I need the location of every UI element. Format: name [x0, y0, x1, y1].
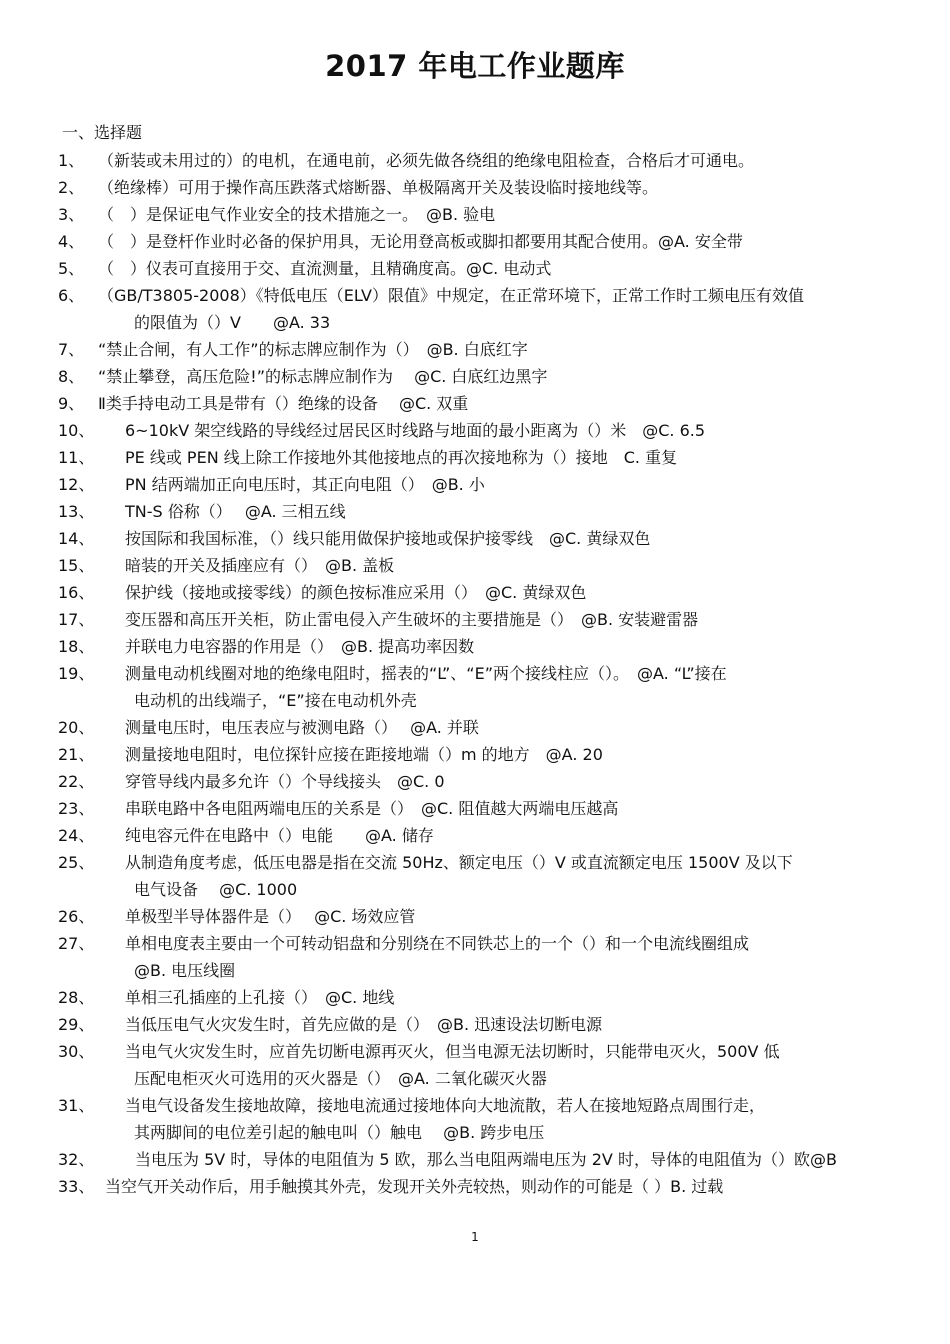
question-item [58, 390, 950, 417]
question-continuation: 的限值为（）V @A. 33 [134, 313, 331, 332]
question-item [58, 228, 950, 255]
question-text: 单极型半导体器件是（） @C. 场效应管 [125, 907, 416, 926]
question-text: 当低压电气火灾发生时，首先应做的是（） @B. 迅速设法切断电源 [125, 1015, 603, 1034]
question-item [58, 255, 950, 282]
question-text: PE 线或 PEN 线上除工作接地外其他接地点的再次接地称为（）接地 C. 重复 [125, 448, 678, 467]
question-text: Ⅱ类手持电动工具是带有（）绝缘的设备 @C. 双重 [98, 394, 469, 413]
question-item [58, 1173, 950, 1200]
question-number: 5、 [58, 259, 85, 278]
question-number: 28、 [58, 988, 95, 1007]
question-text: （ ）仪表可直接用于交、直流测量，且精确度高。@C. 电动式 [98, 259, 552, 278]
question-continuation: 压配电柜灭火可选用的灭火器是（） @A. 二氧化碳灭火器 [134, 1069, 547, 1088]
question-number: 20、 [58, 718, 95, 737]
question-number: 3、 [58, 205, 85, 224]
question-text: 从制造角度考虑，低压电器是指在交流 50Hz、额定电压（）V 或直流额定电压 1500V 及以下 [125, 853, 793, 872]
question-number: 29、 [58, 1015, 95, 1034]
question-item [58, 498, 950, 525]
question-text: 测量电动机线圈对地的绝缘电阻时，摇表的“L”、“E”两个接线柱应（）。 @A. “L”接在 [125, 664, 727, 683]
question-text: 穿管导线内最多允许（）个导线接头 @C. 0 [125, 772, 445, 791]
question-number: 27、 [58, 934, 95, 953]
question-item [58, 903, 950, 930]
question-text: （新装或未用过的）的电机，在通电前，必须先做各绕组的绝缘电阻检查，合格后才可通电。 [98, 151, 755, 170]
question-item [58, 822, 950, 849]
question-number: 9、 [58, 394, 85, 413]
question-text: 当电压为 5V 时，导体的电阻值为 5 欧，那么当电阻两端电压为 2V 时，导体的电阻值为（）欧@B [135, 1150, 837, 1169]
question-number: 10、 [58, 421, 95, 440]
question-text: 单相三孔插座的上孔接（） @C. 地线 [125, 988, 395, 1007]
question-text: 当空气开关动作后，用手触摸其外壳，发现开关外壳较热，则动作的可能是（ ）B. 过载 [105, 1177, 724, 1196]
question-item [58, 471, 950, 498]
question-number: 33、 [58, 1177, 95, 1196]
question-continuation: 电动机的出线端子，“E”接在电动机外壳 [134, 691, 417, 710]
question-text: 串联电路中各电阻两端电压的关系是（） @C. 阻值越大两端电压越高 [125, 799, 619, 818]
question-text: 测量电压时，电压表应与被测电路（） @A. 并联 [125, 718, 479, 737]
question-item [58, 1092, 950, 1146]
question-number: 15、 [58, 556, 95, 575]
question-text: 测量接地电阻时，电位探针应接在距接地端（）m 的地方 @A. 20 [125, 745, 603, 764]
question-number: 16、 [58, 583, 95, 602]
question-item [58, 174, 950, 201]
question-item [58, 417, 950, 444]
question-number: 7、 [58, 340, 85, 359]
question-text: （GB/T3805-2008）《特低电压（ELV）限值》中规定，在正常环境下，正常工作时工频电压有效值 [98, 286, 804, 305]
question-text: （绝缘棒）可用于操作高压跌落式熔断器、单极隔离开关及装设临时接地线等。 [98, 178, 659, 197]
question-text: 保护线（接地或接零线）的颜色按标准应采用（） @C. 黄绿双色 [125, 583, 587, 602]
question-number: 12、 [58, 475, 95, 494]
question-item [58, 1146, 950, 1173]
question-item [58, 768, 950, 795]
question-number: 30、 [58, 1042, 95, 1061]
question-number: 14、 [58, 529, 95, 548]
question-continuation: 电气设备 @C. 1000 [134, 880, 298, 899]
question-text: 暗装的开关及插座应有（） @B. 盖板 [125, 556, 395, 575]
question-item [58, 282, 950, 336]
question-text: TN-S 俗称（） @A. 三相五线 [125, 502, 346, 521]
question-text: 6~10kV 架空线路的导线经过居民区时线路与地面的最小距离为（）米 @C. 6.5 [125, 421, 706, 440]
question-continuation: @B. 电压线圈 [134, 961, 236, 980]
question-text: 当电气设备发生接地故障，接地电流通过接地体向大地流散，若人在接地短路点周围行走， [125, 1096, 766, 1115]
question-text: （ ）是保证电气作业安全的技术措施之一。 @B. 验电 [98, 205, 496, 224]
question-item [58, 930, 950, 984]
question-number: 6、 [58, 286, 85, 305]
question-text: “禁止合闸，有人工作”的标志牌应制作为（） @B. 白底红字 [98, 340, 528, 359]
question-text: 当电气火灾发生时，应首先切断电源再灭火，但当电源无法切断时，只能带电灭火，500V 低 [125, 1042, 780, 1061]
question-item [58, 984, 950, 1011]
question-number: 25、 [58, 853, 95, 872]
question-number: 19、 [58, 664, 95, 683]
question-number: 32、 [58, 1150, 95, 1169]
question-item [58, 714, 950, 741]
question-number: 31、 [58, 1096, 95, 1115]
question-item [58, 1038, 950, 1092]
question-number: 4、 [58, 232, 85, 251]
question-number: 24、 [58, 826, 95, 845]
question-item [58, 525, 950, 552]
question-text: 并联电力电容器的作用是（） @B. 提高功率因数 [125, 637, 475, 656]
question-item [58, 660, 950, 714]
question-number: 8、 [58, 367, 85, 386]
question-text: PN 结两端加正向电压时，其正向电阻（） @B. 小 [125, 475, 485, 494]
question-item [58, 552, 950, 579]
question-list [58, 147, 950, 1200]
question-item [58, 579, 950, 606]
section-heading: 一、选择题 [62, 123, 143, 142]
question-item [58, 849, 950, 903]
question-text: 单相电度表主要由一个可转动铝盘和分别绕在不同铁芯上的一个（）和一个电流线圈组成 [125, 934, 750, 953]
question-text: （ ）是登杆作业时必备的保护用具，无论用登高板或脚扣都要用其配合使用。@A. 安全带 [98, 232, 743, 251]
question-number: 11、 [58, 448, 95, 467]
question-text: 变压器和高压开关柜，防止雷电侵入产生破坏的主要措施是（） @B. 安装避雷器 [125, 610, 699, 629]
question-number: 1、 [58, 151, 85, 170]
question-item [58, 363, 950, 390]
question-text: 按国际和我国标准，（）线只能用做保护接地或保护接零线 @C. 黄绿双色 [125, 529, 651, 548]
question-item [58, 147, 950, 174]
question-item [58, 444, 950, 471]
question-text: “禁止攀登，高压危险!”的标志牌应制作为 @C. 白底红边黑字 [98, 367, 548, 386]
question-item [58, 201, 950, 228]
question-number: 13、 [58, 502, 95, 521]
question-item [58, 336, 950, 363]
page-title: 2017 年电工作业题库 [325, 49, 625, 83]
question-text: 纯电容元件在电路中（）电能 @A. 储存 [125, 826, 434, 845]
question-number: 26、 [58, 907, 95, 926]
question-item [58, 1011, 950, 1038]
question-continuation: 其两脚间的电位差引起的触电叫（）触电 @B. 跨步电压 [134, 1123, 545, 1142]
question-number: 21、 [58, 745, 95, 764]
question-item [58, 633, 950, 660]
question-item [58, 795, 950, 822]
page-number: 1 [471, 1230, 479, 1244]
question-number: 23、 [58, 799, 95, 818]
question-item [58, 741, 950, 768]
question-number: 18、 [58, 637, 95, 656]
question-item [58, 606, 950, 633]
question-number: 17、 [58, 610, 95, 629]
question-number: 22、 [58, 772, 95, 791]
question-number: 2、 [58, 178, 85, 197]
